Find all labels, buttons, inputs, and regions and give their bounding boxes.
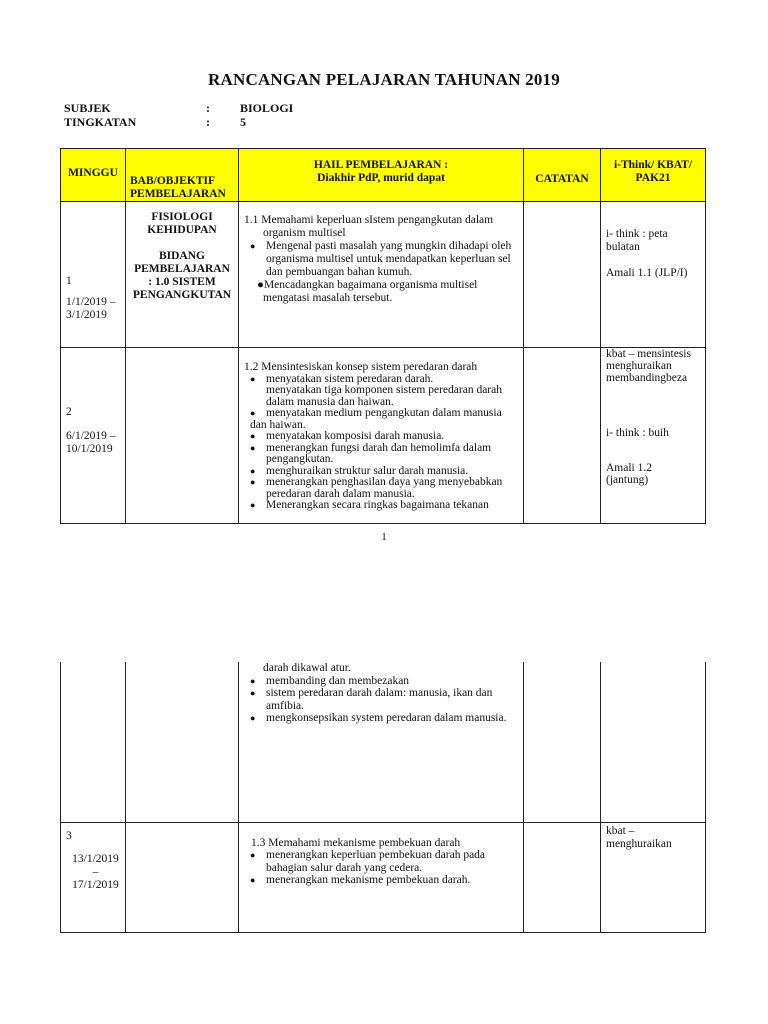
header-bab: BAB/OBJEKTIF PEMBELAJARAN (126, 149, 239, 202)
row2-ithink: kbat – mensintesis menghuraikan membandingbeza i- think : buih Amali 1.2 (jantung) (601, 348, 706, 524)
table-row (61, 202, 706, 348)
row3-catatan (524, 822, 601, 932)
row2b-hail: darah dikawal atur. ● membanding dan membezakan ● sistem peredaran darah dalam: manusia, ikan dan amfibia. ● mengkonsepsikan system peredaran dalam manusia. (239, 662, 524, 822)
row2-catatan (524, 348, 601, 524)
row2-minggu: 2 6/1/2019 – 10/1/2019 (61, 348, 126, 524)
list-item: ● menyatakan sistem peredaran darah. menyatakan tiga komponen sistem peredaran darah dalam manusia dan haiwan. (244, 374, 523, 409)
list-item: ● sistem peredaran darah dalam: manusia, ikan dan amfibia. (244, 687, 523, 712)
table-row (61, 822, 706, 932)
row3-ithink: kbat – menghuraikan (601, 822, 706, 932)
page-number: 1 (381, 531, 387, 543)
list-item: ● menghuraikan struktur salur darah manusia. (244, 466, 523, 478)
row1-catatan (524, 202, 601, 348)
list-item: ● menyatakan medium pengangkutan dalam manusia dan haiwan. (244, 408, 523, 431)
row3-minggu: 3 13/1/2019 – 17/1/2019 (61, 822, 126, 932)
list-item: ● menerangkan fungsi darah dan hemolimfa dalam pengangkutan. (244, 443, 523, 466)
row2b-ithink (601, 662, 706, 822)
lesson-plan-table-page2 (60, 662, 706, 933)
table-row (61, 662, 706, 822)
row2b-minggu (61, 662, 126, 822)
list-item: ● membanding dan membezakan (244, 675, 523, 688)
table-row (61, 348, 706, 524)
list-item: ● Mengenal pasti masalah yang mungkin dihadapi oleh organisma multisel untuk mendapatkan keperluan sel dan pembuangan bahan kumuh. (244, 240, 523, 279)
list-item: ● mengkonsepsikan system peredaran dalam manusia. (244, 712, 523, 725)
list-item: ● menerangkan penghasilan daya yang menyebabkan peredaran darah dalam manusia. (244, 477, 523, 500)
header-catatan: CATATAN (524, 149, 601, 202)
table-header-row (61, 149, 706, 202)
subjek-label: SUBJEK (64, 101, 111, 115)
row2b-catatan (524, 662, 601, 822)
row1-bab: FISIOLOGI KEHIDUPAN BIDANG PEMBELAJARAN : 1.0 SISTEM PENGANGKUTAN (126, 202, 239, 348)
list-item: ● menerangkan mekanisme pembekuan darah. (244, 874, 523, 887)
list-item: ● menerangkan keperluan pembekuan darah pada bahagian salur darah yang cedera. (244, 849, 523, 874)
row3-bab (126, 822, 239, 932)
row3-hail: 1.3 Memahami mekanisme pembekuan darah ● menerangkan keperluan pembekuan darah pada bahagian salur darah yang cedera. ● menerangkan mekanisme pembekuan darah. (239, 822, 524, 932)
lesson-plan-table-page1 (60, 148, 706, 524)
subjek-value: BIOLOGI (240, 101, 294, 115)
row2-bab (126, 348, 239, 524)
page-title: RANCANGAN PELAJARAN TAHUNAN 2019 (208, 70, 560, 89)
list-item: ● Menerangkan secara ringkas bagaimana tekanan (244, 500, 523, 512)
row1-hail: 1.1 Memahami keperluan sIstem pengangkutan dalam organism multisel ● Mengenal pasti masalah yang mungkin dihadapi oleh organisma multisel untuk mendapatkan keperluan sel dan pembuangan bahan kumuh. ●Mencadangkan bagaimana organisma multisel mengatasi masalah tersebut. (239, 202, 524, 348)
list-item: ● menyatakan komposisi darah manusia. (244, 431, 523, 443)
tingkatan-label: TINGKATAN (64, 115, 137, 129)
tingkatan-value: 5 (240, 115, 246, 129)
row2-hail: 1.2 Mensintesiskan konsep sistem peredaran darah ● menyatakan sistem peredaran darah. menyatakan tiga komponen sistem peredaran darah dalam manusia dan haiwan. ● menyatakan medium pengangkutan dalam manusia dan haiwan. ● menyatakan komposisi darah manusia. ● menerangkan fungsi darah dan hemolimfa dalam pengangkutan. ● menghuraikan struktur salur darah manusia. ● menerangkan penghasilan daya yang menyebabkan peredaran darah dalam manusia. ● Menerangkan secara ringkas bagaimana tekanan (239, 348, 524, 524)
subjek-colon: : (206, 101, 210, 115)
header-ithink: i-Think/ KBAT/ PAK21 (601, 149, 706, 202)
row1-minggu: 1 1/1/2019 – 3/1/2019 (61, 202, 126, 348)
row1-ithink: i- think : peta bulatan Amali 1.1 (JLP/I) (601, 202, 706, 348)
tingkatan-colon: : (206, 115, 210, 129)
header-minggu: MINGGU (61, 149, 126, 202)
row2b-bab (126, 662, 239, 822)
header-hail: HAIL PEMBELAJARAN : Diakhir PdP, murid dapat (239, 149, 524, 202)
